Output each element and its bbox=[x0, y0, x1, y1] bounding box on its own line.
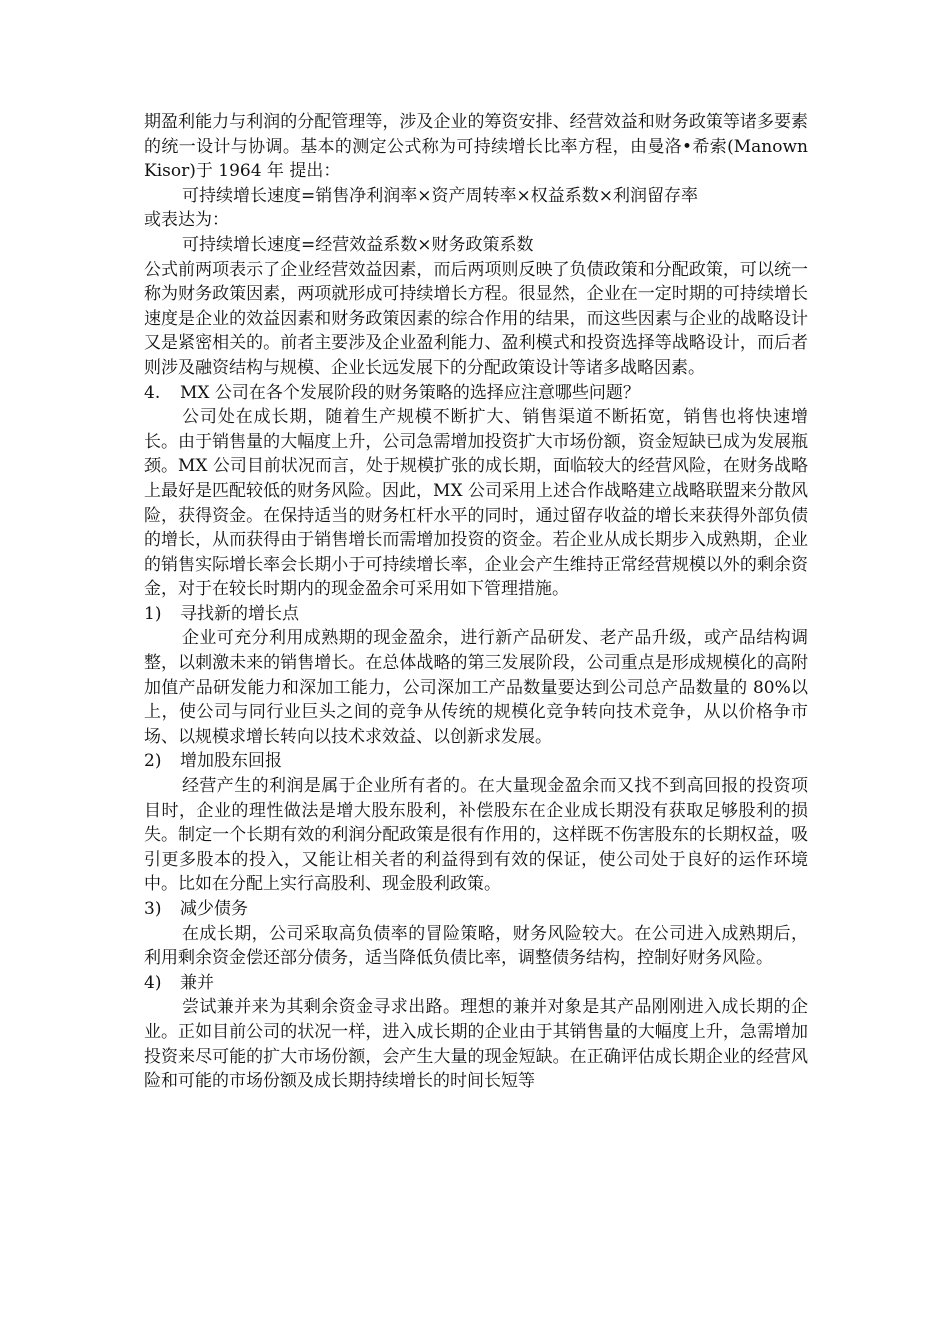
question-heading-4 bbox=[144, 381, 808, 406]
paragraph-growth-stage: 公司处在成长期，随着生产规模不断扩大、销售渠道不断拓宽，销售也将快速增长。由于销售量的大幅度上升，公司急需增加投资扩大市场份额，资金短缺已成为发展瓶颈。MX 公司目前状况而言，处于规模扩张的成长期，面临较大的经营风险，在财务战略上最好是匹配较低的财务风险。因此，MX 公司采用上述合作战略建立战略联盟来分散风险，获得资金。在保持适当的财务杠杆水平的同时，通过留存收益的增长来获得外部负债的增长，从而获得由于销售增长而需增加投资的资金。若企业从成长期步入成熟期，企业的销售实际增长率会长期小于可持续增长率，企业会产生维持正常经营规模以外的剩余资金，对于在较长时期内的现金盈余可采用如下管理措施。 bbox=[144, 407, 808, 600]
paragraph-merger: 尝试兼并来为其剩余资金寻求出路。理想的兼并对象是其产品刚刚进入成长期的企业。正如目前公司的状况一样，进入成长期的企业由于其销售量的大幅度上升，急需增加投资来尽可能的扩大市场份额，会产生大量的现金短缺。在正确评估成长期企业的经营风险和可能的市场份额及成长期持续增长的时间长短等 bbox=[144, 997, 808, 1092]
subheading-number: 4) bbox=[144, 972, 162, 993]
subheading-number: 1) bbox=[144, 603, 162, 624]
paragraph-or-expressed: 或表达为： bbox=[144, 210, 229, 231]
paragraph-new-growth: 企业可充分利用成熟期的现金盈余，进行新产品研发、老产品升级，或产品结构调整，以刺激未来的销售增长。在总体战略的第三发展阶段，公司重点是形成规模化的高附加值产品研发能力和深加工能力，公司深加工产品数量要达到公司总产品数量的 80%以上，使公司与同行业巨头之间的竞争从传统的规模化竞争转向技术竞争，从以价格争市场、以规模求增长转向以技术求效益、以创新求发展。 bbox=[144, 628, 808, 747]
subheading-text: 减少债务 bbox=[180, 899, 248, 919]
subheading-text: 增加股东回报 bbox=[180, 751, 282, 772]
subheading-1 bbox=[144, 602, 808, 627]
paragraph-shareholder-return: 经营产生的利润是属于企业所有者的。在大量现金盈余而又找不到高回报的投资项目时，企业的理性做法是增大股东股利，补偿股东在企业成长期没有获取足够股利的损失。制定一个长期有效的利润分配政策是很有作用的，这样既不伤害股东的长期权益，吸引更多股本的投入，又能让相关者的利益得到有效的保证，使公司处于良好的运作环境中。比如在分配上实行高股利、现金股利政策。 bbox=[144, 776, 808, 895]
formula-sustainable-growth: 可持续增长速度=销售净利润率×资产周转率×权益系数×利润留存率 bbox=[182, 185, 698, 206]
subheading-4 bbox=[144, 971, 808, 996]
subheading-2 bbox=[144, 749, 808, 774]
subheading-text: 兼并 bbox=[180, 972, 214, 993]
question-number: 4. bbox=[144, 382, 161, 403]
subheading-3 bbox=[144, 897, 808, 922]
document-page bbox=[144, 110, 808, 1094]
subheading-text: 寻找新的增长点 bbox=[180, 603, 299, 624]
paragraph-intro: 期盈利能力与利润的分配管理等，涉及企业的筹资安排、经营效益和财务政策等诸多要素的统一设计与协调。基本的测定公式称为可持续增长比率方程，由曼洛•希索(Manown Kisor)于 1964 年 提出： bbox=[144, 112, 808, 182]
question-text: MX 公司在各个发展阶段的财务策略的选择应注意哪些问题？ bbox=[180, 382, 640, 403]
paragraph-formula-explanation: 公式前两项表示了企业经营效益因素，而后两项则反映了负债政策和分配政策，可以统一称为财务政策因素，两项就形成可持续增长方程。很显然，企业在一定时期的可持续增长速度是企业的效益因素和财务政策因素的综合作用的结果，而这些因素与企业的战略设计又是紧密相关的。前者主要涉及企业盈利能力、盈利模式和投资选择等战略设计，而后者则涉及融资结构与规模、企业长远发展下的分配政策设计等诸多战略因素。 bbox=[144, 259, 808, 378]
formula-sustainable-growth-short: 可持续增长速度=经营效益系数×财务政策系数 bbox=[182, 234, 534, 255]
subheading-number: 2) bbox=[144, 751, 162, 772]
subheading-number: 3) bbox=[144, 899, 162, 919]
paragraph-reduce-debt: 在成长期，公司采取高负债率的冒险策略，财务风险较大。在公司进入成熟期后，利用剩余资金偿还部分债务，适当降低负债比率，调整债务结构，控制好财务风险。 bbox=[144, 923, 808, 969]
